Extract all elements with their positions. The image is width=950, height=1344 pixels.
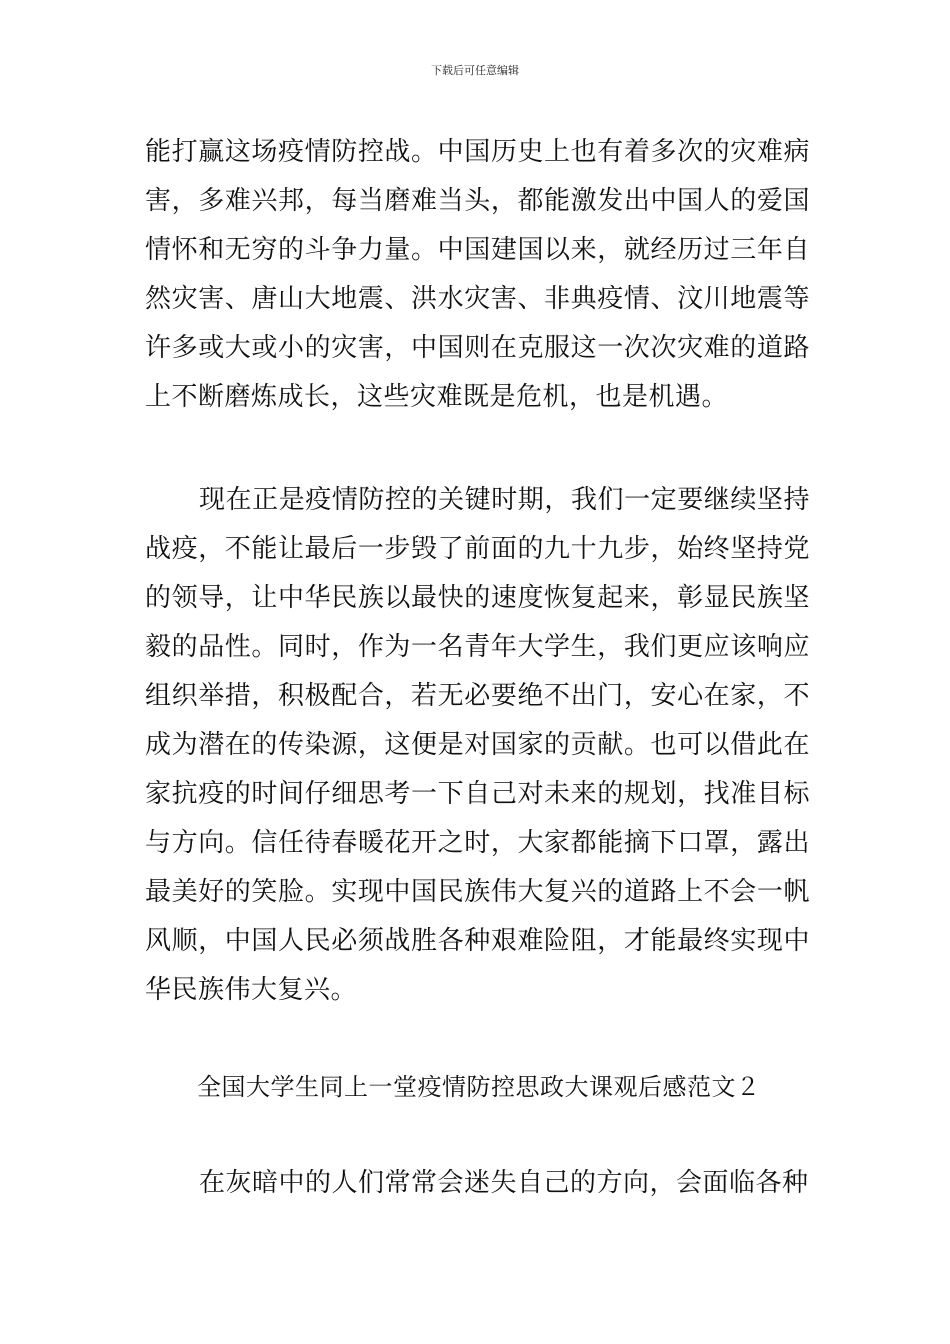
paragraph-spacer [145,1107,810,1159]
paragraph-continued: 能打赢这场疫情防控战。中国历史上也有着多次的灾难病害，多难兴邦，每当磨难当头，都能激发出中国人的爱国情怀和无穷的斗争力量。中国建国以来，就经历过三年自然灾害、唐山大地震、洪水灾害、非典疫情、汶川地震等许多或大或小的灾害，中国则在克服这一次次灾难的道路上不断磨炼成长，这些灾难既是危机，也是机遇。 [145,137,810,412]
document-body [145,128,810,1208]
paragraph-spacer [145,1015,810,1067]
paragraph-final: 在灰暗中的人们常常会迷失自己的方向，会面临各种 [199,1168,809,1198]
paragraph-spacer [145,422,810,476]
page-header-note: 下载后可任意编辑 [431,64,519,77]
paragraph-epidemic-control: 现在正是疫情防控的关键时期，我们一定要继续坚持战疫，不能让最后一步毁了前面的九十九步，始终坚持党的领导，让中华民族以最快的速度恢复起来，彰显民族坚毅的品性。同时，作为一名青年大学生，我们更应该响应组织举措，积极配合，若无必要绝不出门，安心在家，不成为潜在的传染源，这便是对国家的贡献。也可以借此在家抗疫的时间仔细思考一下自己对未来的规划，找准目标与方向。信任待春暖花开之时，大家都能摘下口罩，露出最美好的笑脸。实现中国民族伟大复兴的道路上不会一帆风顺，中国人民必须战胜各种艰难险阻，才能最终实现中华民族伟大复兴。 [145,485,810,1005]
section-heading: 全国大学生同上一堂疫情防控思政大课观后感范文２ [197,1073,761,1101]
